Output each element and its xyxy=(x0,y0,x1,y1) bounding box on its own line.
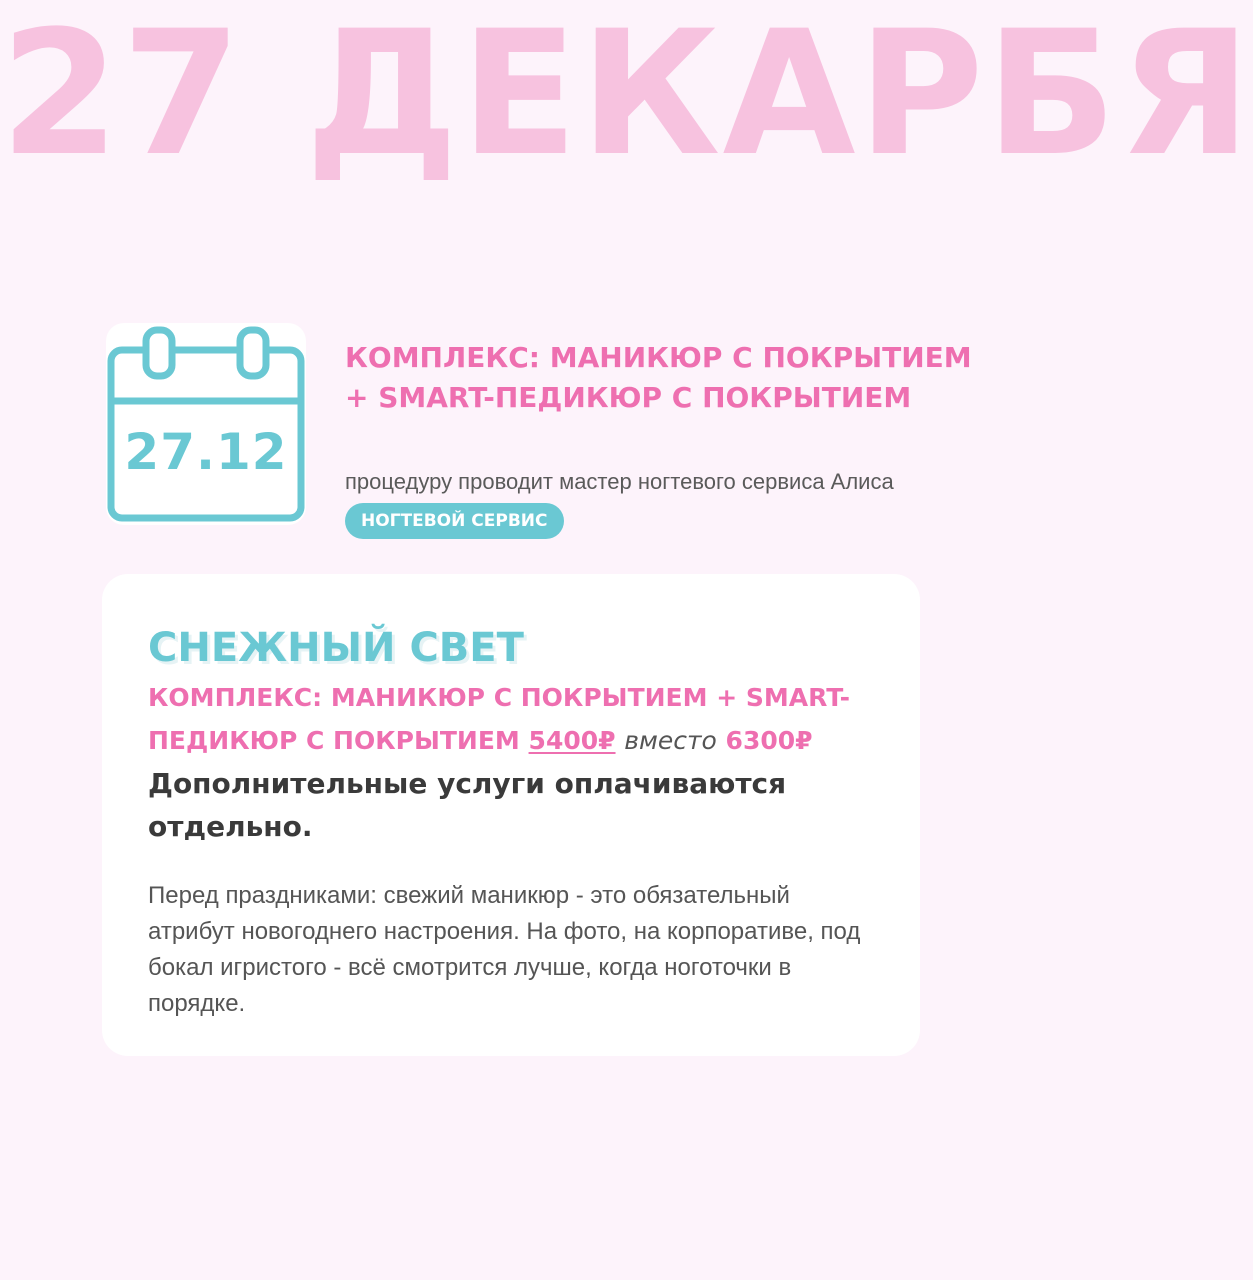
price-new: 5400₽ xyxy=(528,726,616,755)
page-title: 27 ДЕКАРБЯ xyxy=(0,0,1253,194)
calendar-icon xyxy=(106,323,306,525)
offer-name: СНЕЖНЫЙ СВЕТ xyxy=(148,625,524,671)
offer-description: Перед праздниками: свежий маникюр - это обязательный атрибут новогоднего настроения. На фото, на корпоративе, под бокал игристого - всё смотрится лучше, когда ноготочки в порядке. xyxy=(148,882,861,1017)
event-subtitle: процедуру проводит мастер ногтевого сервиса Алиса xyxy=(345,469,894,494)
calendar-date: 27.12 xyxy=(124,423,288,481)
offer-service xyxy=(148,676,893,762)
offer-note: Дополнительные услуги оплачиваются отдельно. xyxy=(148,767,787,843)
price-old: 6300₽ xyxy=(725,726,813,755)
category-badge: НОГТЕВОЙ СЕРВИС xyxy=(345,503,564,539)
offer-card xyxy=(102,574,920,1056)
event-title: КОМПЛЕКС: МАНИКЮР С ПОКРЫТИЕМ + SMART-ПЕДИКЮР С ПОКРЫТИЕМ xyxy=(345,341,972,414)
offer-service-text: КОМПЛЕКС: МАНИКЮР С ПОКРЫТИЕМ + SMART-ПЕДИКЮР С ПОКРЫТИЕМ xyxy=(148,683,850,755)
price-instead-label: вместо xyxy=(624,726,717,755)
